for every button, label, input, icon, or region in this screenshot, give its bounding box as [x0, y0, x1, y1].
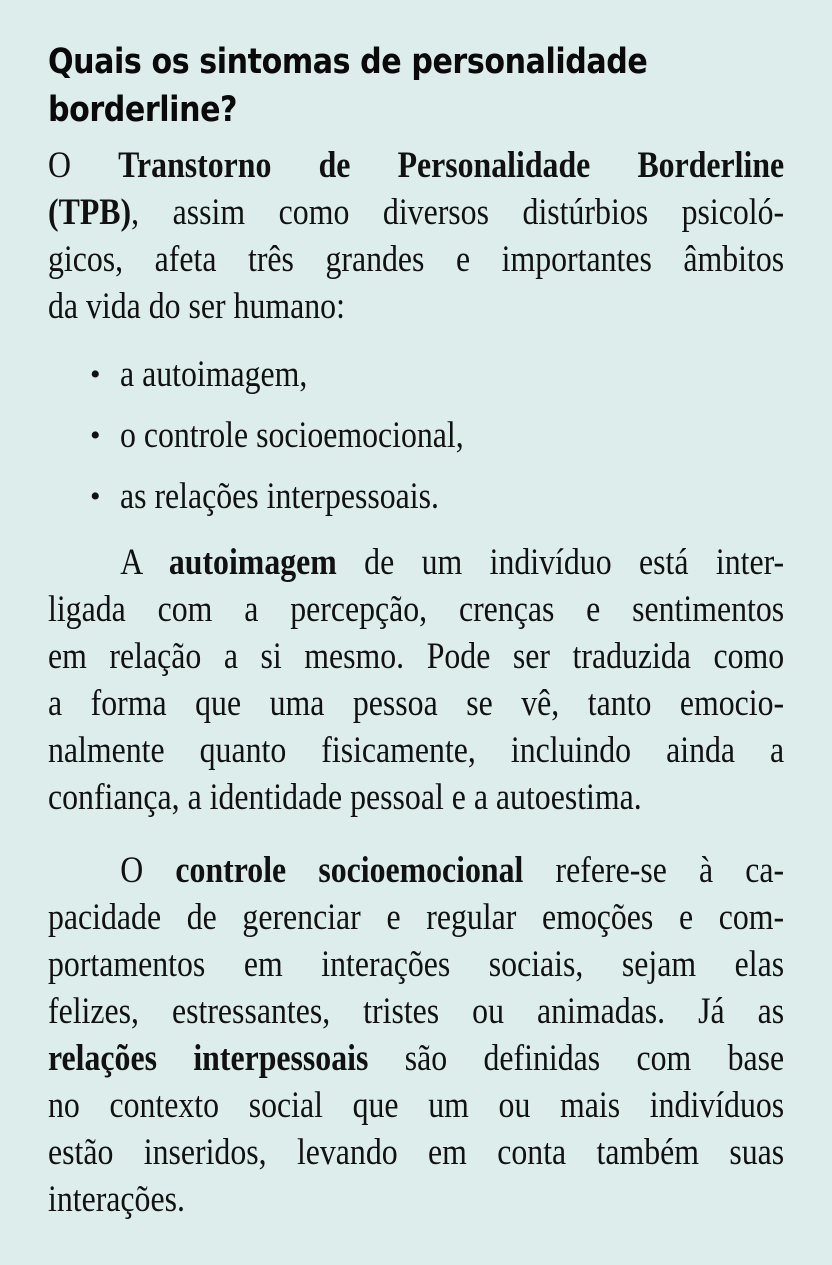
paragraph-line: confiança, a identidade pessoal e a autoestima.	[48, 777, 642, 818]
bullet-item	[48, 405, 784, 466]
paragraph-line: felizes, estressantes, tristes ou animadas. Já as	[48, 991, 785, 1032]
bullet-text: o controle socioemocional,	[120, 415, 464, 456]
paragraph-autoimagem	[48, 539, 784, 821]
paragraph-line: portamentos em interações sociais, sejam elas	[48, 944, 785, 985]
heading-line-1: Quais os sintomas de personalidade	[48, 42, 648, 82]
paragraph-controle-socioemocional	[48, 847, 784, 1223]
paragraph-line: relações interpessoais são definidas com base	[48, 1038, 785, 1079]
intro-paragraph	[48, 142, 784, 330]
paragraph-line: em relação a si mesmo. Pode ser traduzida como	[48, 636, 785, 677]
bold-term-autoimagem: autoimagem	[168, 542, 337, 583]
bullet-icon: •	[90, 480, 101, 513]
paragraph-line: no contexto social que um ou mais indivíduos	[48, 1085, 785, 1126]
bold-term-tpb-abbr: (TPB)	[48, 192, 132, 233]
paragraph-line: pacidade de gerenciar e regular emoções e com-	[48, 897, 785, 938]
paragraph-line: estão inseridos, levando em conta também suas	[48, 1132, 785, 1173]
paragraph-line: O controle socioemocional refere-se à ca-	[120, 850, 785, 891]
bullet-icon: •	[90, 419, 101, 452]
paragraph-line: ligada com a percepção, crenças e sentimentos	[48, 589, 785, 630]
heading-line-2: borderline?	[48, 90, 238, 130]
intro-line: (TPB), assim como diversos distúrbios psicoló-	[48, 192, 785, 233]
bullet-item	[48, 344, 784, 405]
bullet-text: a autoimagem,	[120, 354, 308, 395]
section-heading	[48, 38, 788, 134]
paragraph-line: interações.	[48, 1179, 185, 1220]
intro-line: da vida do ser humano:	[48, 286, 345, 327]
intro-line: O Transtorno de Personalidade Borderline	[48, 145, 785, 186]
bold-term-controle-socioemocional: controle socioemocional	[175, 850, 524, 891]
paragraph-line: a forma que uma pessoa se vê, tanto emocio-	[48, 683, 785, 724]
bullet-icon: •	[90, 358, 101, 391]
paragraph-line: nalmente quanto fisicamente, incluindo ainda a	[48, 730, 785, 771]
bold-term-tpb: Transtorno de Personalidade Borderline	[118, 145, 785, 186]
bullet-item	[48, 466, 784, 527]
bullet-text: as relações interpessoais.	[120, 476, 439, 517]
paragraph-line: A autoimagem de um indivíduo está inter-	[120, 542, 785, 583]
bullet-list	[48, 344, 784, 527]
intro-line: gicos, afeta três grandes e importantes âmbitos	[48, 239, 785, 280]
bold-term-relacoes-interpessoais: relações interpessoais	[48, 1038, 369, 1079]
